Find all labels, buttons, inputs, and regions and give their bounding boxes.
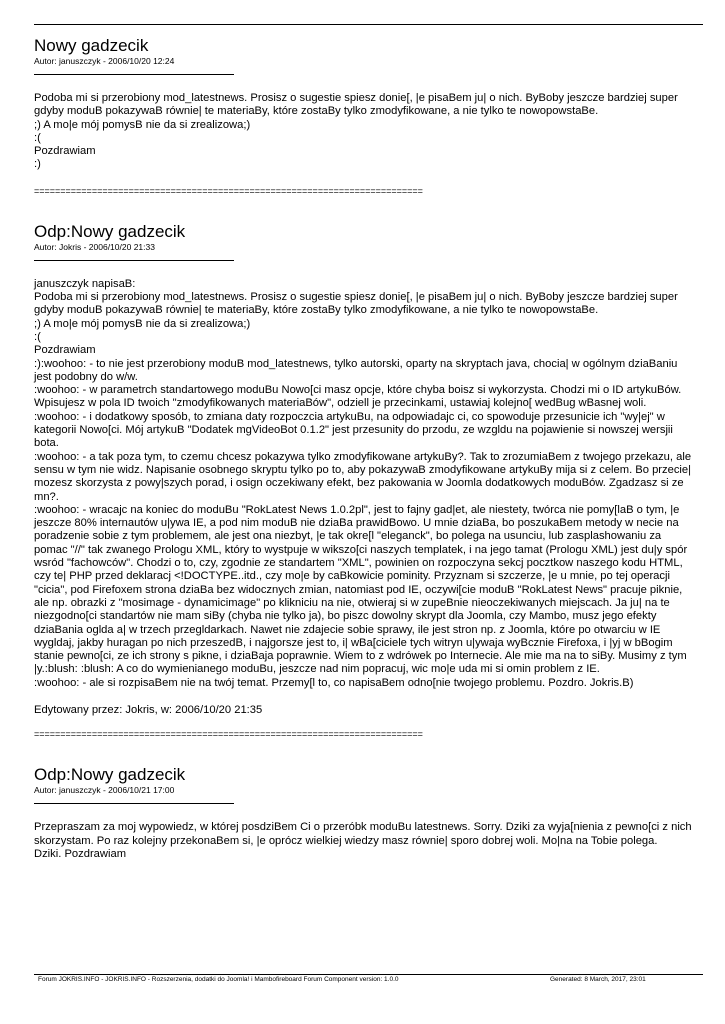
footer-source: Forum JOKRIS.INFO - JOKRIS.INFO - Rozszerzenia, dodatki do Joomla! i Mambofireboard Forum Component version: 1.0.0	[38, 976, 399, 983]
post	[34, 765, 694, 861]
edited-note: Edytowany przez: Jokris, w: 2006/10/20 21:35	[34, 703, 263, 716]
footer-generated: Generated: 8 March, 2017, 23:01	[550, 976, 646, 983]
post	[34, 222, 694, 740]
post-body: januszczyk napisaB: Podoba mi si przerobiony mod_latestnews. Prosisz o sugestie spiesz donie[, |e pisaBem ju| o nich. ByBoby jeszcze bardziej super gdyby moduB pokazywaB równie| te materiaBy, które zostaBy tylko zmodyfikowane, a nie tylko te nowopowstaBe. ;) A mo|e mój pomysB nie da si zrealizowa;) :( Pozdrawiam :):woohoo: - to nie jest przerobiony moduB mod_latestnews, tylko autorski, oparty na skryptach java, chocia| w ogólnym dziaBaniu jest podobny do w/w. :woohoo: - w parametrch standartowego moduBu Nowo[ci masz opcje, które chyba boisz si wykorzysta. Chodzi mi o ID artykuBów. Wpisujesz w pola ID twoich "zmodyfikowanych materiaBów", odziell je przecinkami, ustawiaj kolejno[ wedBug wBasnej woli. :woohoo: - i dodatkowy sposób, to zmiana daty rozpoczcia artykuBu, na odpowiadajc ci, co spowoduje przesunicie ich "wy|ej" w kategorii Nowo[ci. Mój artykuB "Dodatek mgVideoBot 0.1.2" jest przesunity do przodu, ze wzgldu na pojawienie si nowszej wersjii bota. :woohoo: - a tak poza tym, to czemu chcesz pokazywa tylko zmodyfikowane artykuBy?. Tak to zrozumiaBem z twojego przekazu, ale sensu w tym nie widz. Napisanie osobnego skryptu tylko po to, aby pokazywaB zmodyfikowane artykuBy mija si z celem. Bo przecie| mozesz skorzysta z powy|szych porad, i osign oczekiwany efekt, bez pakowania w Joomla dodatkowych moduBów. Zgadzasz si ze mn?. :woohoo: - wracajc na koniec do moduBu "RokLatest News 1.0.2pl", jest to fajny gad|et, ale niestety, twórca nie pomy[laB o tym, |e jeszcze 80% internautów u|ywa IE, a pod nim moduB nie dziaBa prawidBowo. U mnie dziaBa, bo poszukaBem metody w necie na poradzenie sobie z tym problemem, ale jest ona niezbyt, |e tak okre[l "eleganck", bo polega na usunciu, lub zasplashowaniu za pomac "//" tak zwanego Prologu XML, który to wystpuje w wikszo[ci naszych templatek, i na jego tamat (Prologu XML) jest du|y spór wsród "fachowców". Chodzi o to, czy, zgodnie ze standartem "XML", powinien on rozpoczyna sekcj pocztkow naszego kodu HTML, czy te| PHP przed deklaracj <!DOCTYPE..itd., czy mo|e by caBkowicie pominity. Przyznam si szczerze, |e u mnie, po tej operacji "cicia", pod Firefoxem strona dziaBa bez widocznych zmian, natomiast pod IE, oczywi[cie moduB "RokLatest News" pracuje piknie, ale np. obrazki z "mosimage - dynamicimage" po klikniciu na nie, otwieraj si w zupeBnie nieoczekiwanych miejscach. Ja ju| na te niezgodno[ci standartów nie mam siBy (chyba nie tylko ja), bo piszc dowolny skrypt dla Joomla, czy Mambo, musz jego efekty dziaBania oglda a| w trzech przegldarkach. Nawet nie zdajecie sobie sprawy, ile jest stron np. z Joomla, które po otwarciu w IE wygldaj, jakby huragan po nich przeszedB, i najgorsze jest to, i| wBa[ciciele tych witryn u|ywaja wyBcznie Firefoxa, i |yj w bBogim stanie pewno[ci, ze ich strony s pikne, i dziaBaja poprawnie. Wiem to z wdrówek po Internecie. Ale mie ma na to siBy. Musimy z tym |y.:blush: :blush: A co do wymienianego moduBu, jeszcze nad nim popracuj, wic mo|e uda mi si omin problem z IE. :woohoo: - ale si rozpisaBem nie na twój temat. Przemy[l to, co napisaBem odno[nie twojego problemu. Pozdro. Jokris.B)	[34, 277, 692, 689]
posts-container	[34, 36, 694, 861]
post-separator: ==========================================================================	[34, 185, 423, 196]
meta-rule	[34, 803, 234, 804]
post-body: Podoba mi si przerobiony mod_latestnews. Prosisz o sugestie spiesz donie[, |e pisaBem ju| o nich. ByBoby jeszcze bardziej super gdyby moduB pokazywaB równie| te materiaBy, które zostaBy tylko zmodyfikowane, a nie tylko te nowopowstaBe. ;) A mo|e mój pomysB nie da si zrealizowa;) :( Pozdrawiam :)	[34, 92, 678, 171]
post-body: Przepraszam za moj wypowiedz, w której posdziBem Ci o przeróbk moduBu latestnews. Sorry. Dziki za wyja[nienia z pewno[ci z nich skorzystam. Po raz kolejny przekonaBem si, |e oprócz wielkiej wiedzy masz równie| sporo dobrej woli. Mo|na na Tobie polega. Dziki. Pozdrawiam	[34, 821, 692, 860]
footer-rule	[34, 974, 703, 975]
meta-rule	[34, 74, 234, 75]
post-title: Odp:Nowy gadzecik	[34, 221, 186, 241]
post-meta: Autor: januszczyk - 2006/10/20 12:24	[34, 56, 175, 66]
post-meta: Autor: Jokris - 2006/10/20 21:33	[34, 241, 155, 252]
post-title: Odp:Nowy gadzecik	[34, 765, 186, 785]
post-meta: Autor: januszczyk - 2006/10/21 17:00	[34, 785, 175, 796]
post-separator: ==========================================================================	[34, 729, 423, 740]
post	[34, 36, 694, 196]
post-title: Nowy gadzecik	[34, 36, 149, 55]
meta-rule	[34, 260, 234, 261]
top-rule	[34, 24, 703, 25]
